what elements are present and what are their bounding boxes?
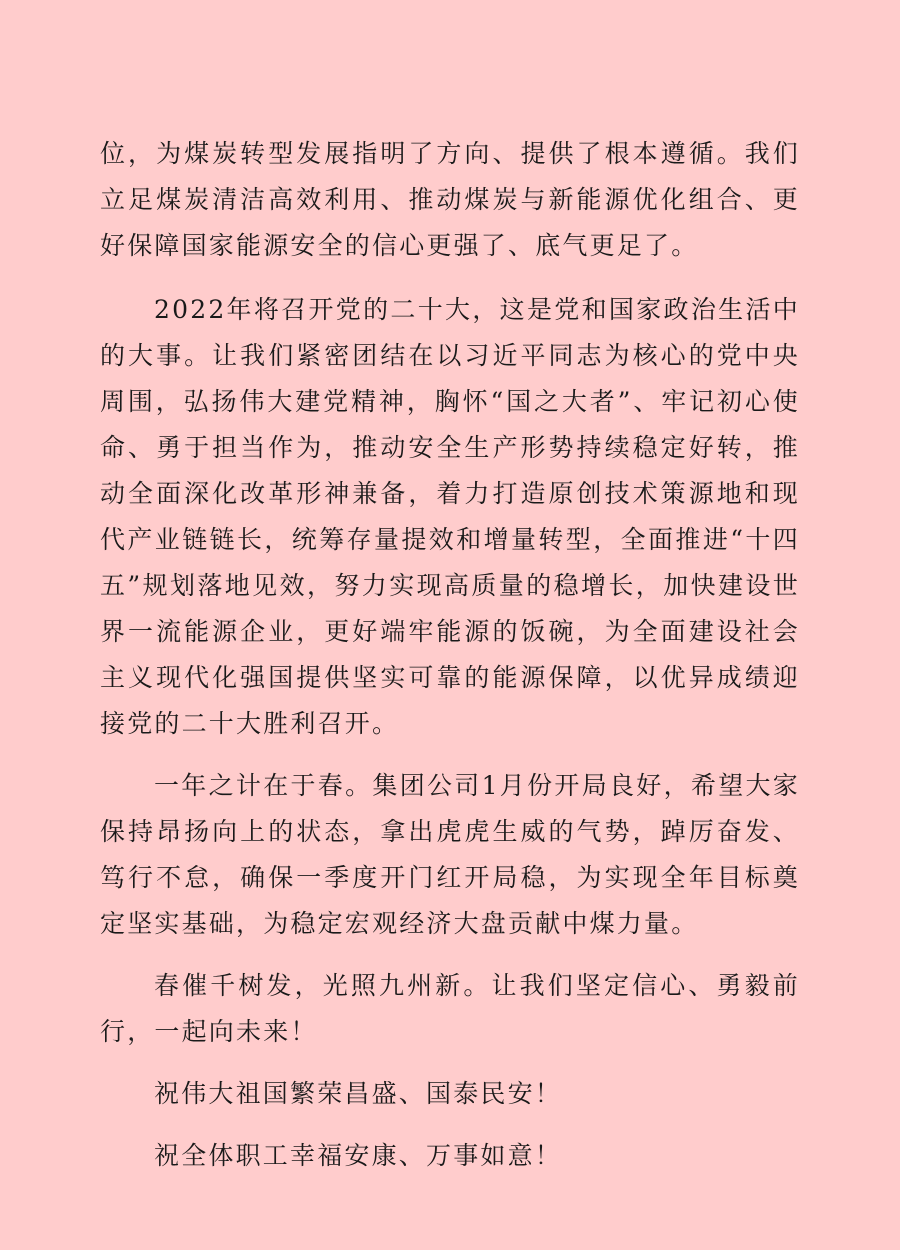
paragraph-wish-country: 祝伟大祖国繁荣昌盛、国泰民安！ xyxy=(154,1079,563,1108)
paragraph-continued: 位，为煤炭转型发展指明了方向、提供了根本遵循。我们立足煤炭清洁高效利用、推动煤炭与新能源优化组合、更好保障国家能源安全的信心更强了、底气更足了。 xyxy=(100,139,800,260)
paragraph-spring: 春催千树发，光照九州新。让我们坚定信心、勇毅前行，一起向未来！ xyxy=(100,971,800,1046)
paragraph-party-congress: 2022年将召开党的二十大，这是党和国家政治生活中的大事。让我们紧密团结在以习近平同志为核心的党中央周围，弘扬伟大建党精神，胸怀“国之大者”、牢记初心使命、勇于担当作为，推动安全生产形势持续稳定好转，推动全面深化改革形神兼备，着力打造原创技术策源地和现代产业链链长，统筹存量提效和增量转型，全面推进“十四五”规划落地见效，努力实现高质量的稳增长，加快建设世界一流能源企业，更好端牢能源的饭碗，为全面建设社会主义现代化强国提供坚实可靠的能源保障，以优异成绩迎接党的二十大胜利召开。 xyxy=(100,295,800,738)
paragraph-wish-staff: 祝全体职工幸福安康、万事如意！ xyxy=(154,1141,563,1170)
paragraph-year-plan: 一年之计在于春。集团公司1月份开局良好，希望大家保持昂扬向上的状态，拿出虎虎生威的气势，踔厉奋发、笃行不怠，确保一季度开门红开局稳，为实现全年目标奠定坚实基础，为稳定宏观经济大盘贡献中煤力量。 xyxy=(100,771,800,938)
